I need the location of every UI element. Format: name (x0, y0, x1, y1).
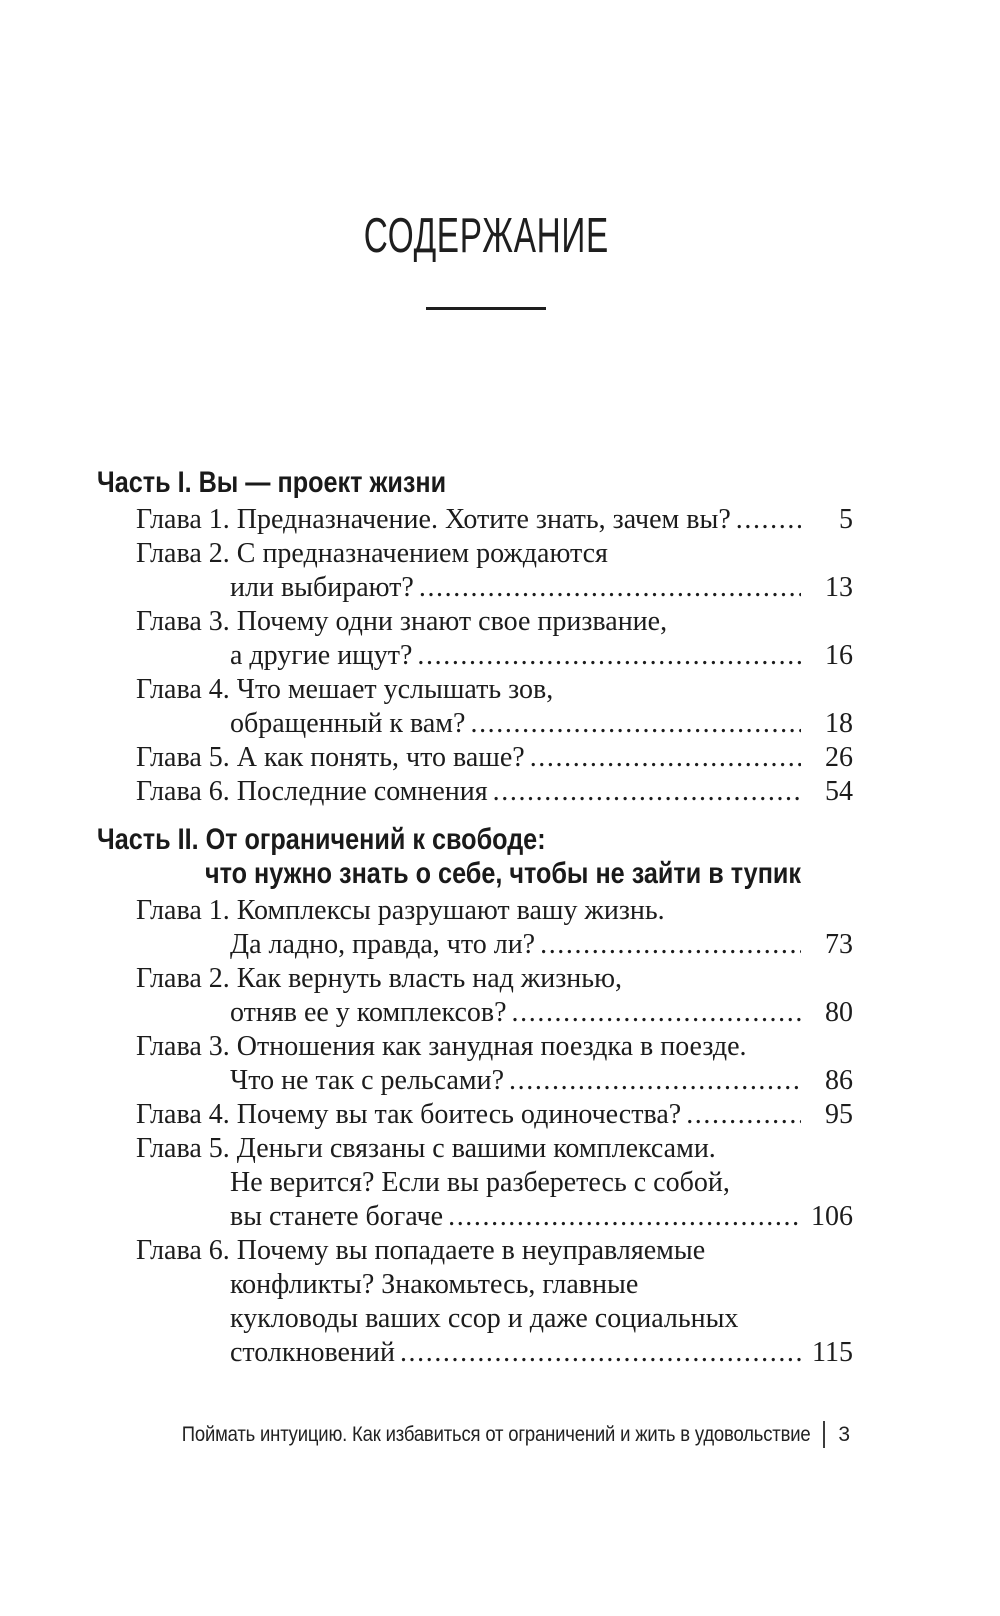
entry-page-number: 5 (839, 504, 853, 535)
entry-text: Глава 4. Что мешает услышать зов, (136, 674, 554, 705)
entry-text: Глава 6. Последние сомнения (136, 776, 488, 807)
toc-entry-line (97, 1166, 853, 1200)
toc-entry-line (97, 1302, 853, 1336)
section-heading-part-1 (97, 466, 853, 500)
toc-entry-line (97, 775, 853, 809)
toc-entry-line (97, 1030, 853, 1064)
dot-leader (470, 707, 801, 741)
entry-text: Глава 2. С предназначением рождаются (136, 538, 608, 569)
entry-page-number: 80 (825, 997, 853, 1028)
toc-entry-2-2 (97, 962, 853, 1030)
toc-entry-line (97, 707, 853, 741)
toc-section-part-1 (97, 466, 853, 809)
dot-leader (736, 503, 801, 537)
entry-text: или выбирают? (230, 572, 414, 603)
entry-text: Глава 3. Отношения как занудная поездка в поезде. (136, 1031, 747, 1062)
dot-leader (400, 1336, 801, 1370)
page-title: СОДЕРЖАНИЕ (363, 209, 609, 263)
toc-entry-2-6 (97, 1234, 853, 1370)
entry-page-number: 18 (825, 708, 853, 739)
toc-entry-line (97, 962, 853, 996)
entry-page-number: 16 (825, 640, 853, 671)
toc-entry-line (97, 741, 853, 775)
entry-text: Глава 6. Почему вы попадаете в неуправляемые (136, 1235, 706, 1266)
entry-text: Глава 1. Предназначение. Хотите знать, зачем вы? (136, 504, 731, 535)
entry-page-number: 95 (825, 1099, 853, 1130)
toc-entry-1-2 (97, 537, 853, 605)
dot-leader (417, 639, 801, 673)
toc-entry-1-6 (97, 775, 853, 809)
toc-entry-line (97, 1336, 853, 1370)
entry-page-number: 54 (825, 776, 853, 807)
entry-text: Глава 3. Почему одни знают свое призвание, (136, 606, 668, 637)
title-rule (426, 307, 546, 310)
toc-entry-line (97, 1098, 853, 1132)
toc-entry-2-4 (97, 1098, 853, 1132)
entry-text: Глава 5. Деньги связаны с вашими комплексами. (136, 1133, 716, 1164)
entry-text: Что не так с рельсами? (230, 1065, 505, 1096)
section-heading-line: что нужно знать о себе, чтобы не зайти в тупик (205, 857, 802, 890)
entry-page-number: 106 (811, 1201, 853, 1232)
entry-page-number: 26 (825, 742, 853, 773)
entry-text: столкновений (230, 1337, 395, 1368)
entry-text: вы станете богаче (230, 1201, 444, 1232)
entry-text: обращенный к вам? (230, 708, 466, 739)
section-heading-part-2 (97, 823, 853, 891)
entry-text: Глава 5. А как понять, что ваше? (136, 742, 525, 773)
toc-entry-line (97, 928, 853, 962)
dot-leader (512, 996, 801, 1030)
entry-text: Глава 1. Комплексы разрушают вашу жизнь. (136, 895, 665, 926)
entry-page-number: 86 (825, 1065, 853, 1096)
dot-leader (540, 928, 801, 962)
entry-text: кукловоды ваших ссор и даже социальных (230, 1303, 739, 1334)
toc-entry-line (97, 996, 853, 1030)
footer-divider (823, 1421, 825, 1448)
dot-leader (509, 1064, 801, 1098)
toc-entry-1-5 (97, 741, 853, 775)
entry-text: Глава 4. Почему вы так боитесь одиночества? (136, 1099, 682, 1130)
toc-entry-line (97, 1064, 853, 1098)
entry-page-number: 115 (812, 1337, 853, 1368)
dot-leader (686, 1098, 801, 1132)
toc-entry-line (97, 1234, 853, 1268)
toc-entry-1-3 (97, 605, 853, 673)
toc-entry-line (97, 537, 853, 571)
toc-entry-1-1 (97, 503, 853, 537)
toc-entry-line (97, 605, 853, 639)
toc-entry-line (97, 1132, 853, 1166)
dot-leader (448, 1200, 801, 1234)
toc-section-part-2 (97, 823, 853, 1370)
dot-leader (419, 571, 801, 605)
toc-entry-1-4 (97, 673, 853, 741)
entry-page-number: 73 (825, 929, 853, 960)
dot-leader (493, 775, 801, 809)
entry-page-number: 13 (825, 572, 853, 603)
toc-entry-2-5 (97, 1132, 853, 1234)
page-footer (96, 1421, 850, 1448)
entry-text: Не верится? Если вы разберетесь с собой, (230, 1167, 730, 1198)
entry-text: Глава 2. Как вернуть власть над жизнью, (136, 963, 622, 994)
entry-text: а другие ищут? (230, 640, 413, 671)
toc-entry-line (97, 673, 853, 707)
toc-entry-line (97, 503, 853, 537)
table-of-contents (97, 452, 853, 1370)
toc-entry-line (97, 571, 853, 605)
dot-leader (530, 741, 801, 775)
toc-entry-2-3 (97, 1030, 853, 1098)
toc-entry-2-1 (97, 894, 853, 962)
entry-text: отняв ее у комплексов? (230, 997, 507, 1028)
entry-text: Да ладно, правда, что ли? (230, 929, 536, 960)
toc-entry-line (97, 1268, 853, 1302)
entry-text: конфликты? Знакомьтесь, главные (230, 1269, 639, 1300)
toc-entry-line (97, 894, 853, 928)
section-heading-line: Часть I. Вы — проект жизни (97, 466, 447, 499)
toc-entry-line (97, 639, 853, 673)
footer-book-title: Поймать интуицию. Как избавиться от ограничений и жить в удовольствие (181, 1422, 811, 1446)
section-heading-line: Часть II. От ограничений к свободе: (97, 823, 546, 856)
toc-entry-line (97, 1200, 853, 1234)
title-block (0, 0, 972, 310)
footer-page-number: 3 (838, 1422, 850, 1446)
